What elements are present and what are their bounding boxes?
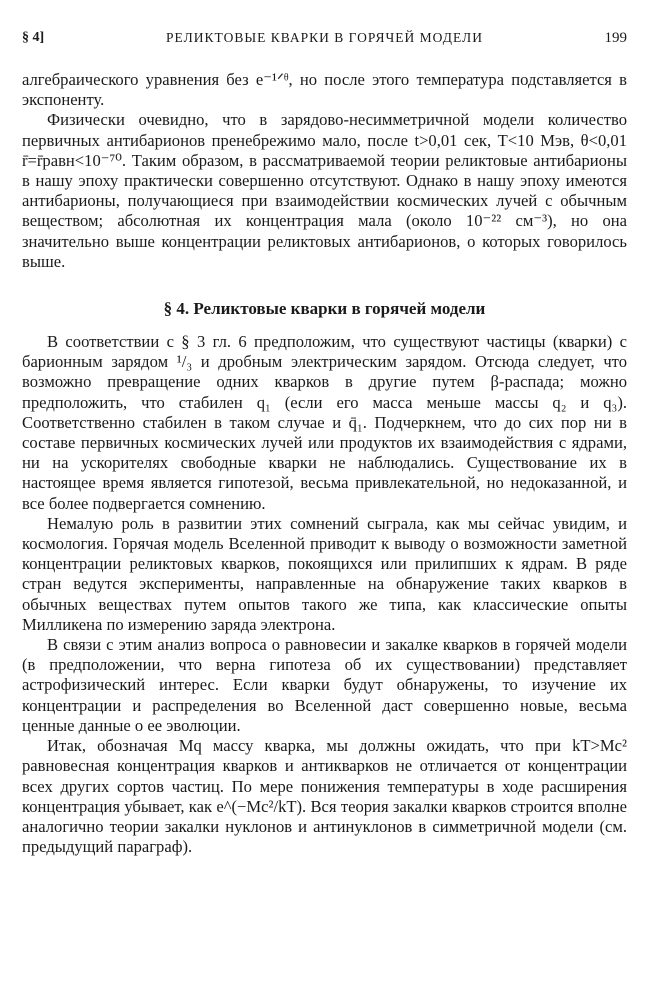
- paragraph: Немалую роль в развитии этих сомнений сыграла, как мы сейчас увидим, и космология. Горячая модель Вселенной приводит к выводу о возможности заметной концентрации реликтовых кварков, покоящихся или прилипших к ядрам. В ряде стран ведутся эксперименты, направленные на обнаружение таких кварков в обычных веществах путем опытов такого же типа, как классические опыты Милликена по измерению заряда электрона.: [22, 513, 627, 634]
- header-title: РЕЛИКТОВЫЕ КВАРКИ В ГОРЯЧЕЙ МОДЕЛИ: [166, 30, 483, 45]
- page-number: 199: [604, 30, 627, 46]
- running-header: [22, 30, 627, 52]
- paragraph: Физически очевидно, что в зарядово-несимметричной модели количество первичных антибарионов пренебрежимо мало, после t>0,01 сек, T<10 Мэв, θ<0,01 r̄=r̄равн<10⁻⁷⁰. Таким образом, в рассматриваемой теории реликтовые антибарионы в нашу эпоху практически совершенно отсутствуют. Однако в нашу эпоху имеются антибарионы, получающиеся при взаимодействии космических лучей с обычным веществом; абсолютная их концентрация мала (около 10⁻²² см⁻³), но она значительно выше концентрации реликтовых антибарионов, о которых говорилось выше.: [22, 110, 627, 271]
- page-body: [22, 70, 627, 857]
- header-section-ref: § 4]: [22, 30, 45, 45]
- book-page: [22, 30, 627, 857]
- paragraph-continuation: алгебраического уравнения без e⁻¹ᐟᶿ, но после этого температура подставляется в экспоненту.: [22, 70, 627, 110]
- section-heading: § 4. Реликтовые кварки в горячей модели: [163, 299, 486, 319]
- paragraph: В связи с этим анализ вопроса о равновесии и закалке кварков в горячей модели (в предположении, что верна гипотеза об их существовании) представляет астрофизический интерес. Если кварки будут обнаружены, то изучение их концентрации и распределения во Вселенной даст совершенно новые, весьма ценные данные о ее эволюции.: [22, 635, 627, 735]
- paragraph: В соответствии с § 3 гл. 6 предположим, что существуют частицы (кварки) с барионным зарядом ¹/₃ и дробным электрическим зарядом. Отсюда следует, что возможно превращение одних кварков в другие путем β-распада; можно предположить, что стабилен q₁ (если его масса меньше массы q₂ и q₃). Соответственно стабилен в таком случае и q̄₁. Подчеркнем, что до сих пор ни в составе первичных космических лучей или продуктов их взаимодействия с ядрами, ни на ускорителях свободные кварки не наблюдались. Существование их в настоящее время является гипотезой, весьма привлекательной, но недоказанной, и все более подвергается сомнению.: [22, 332, 627, 513]
- paragraph: Итак, обозначая Mq массу кварка, мы должны ожидать, что при kT>Mc² равновесная концентрация кварков и антикварков не отличается от концентрации всех других сортов частиц. По мере понижения температуры в ходе расширения концентрация убывает, как e^(−Mc²/kT). Вся теория закалки кварков строится вполне аналогично теории закалки нуклонов и антинуклонов в симметричной модели (см. предыдущий параграф).: [22, 736, 627, 857]
